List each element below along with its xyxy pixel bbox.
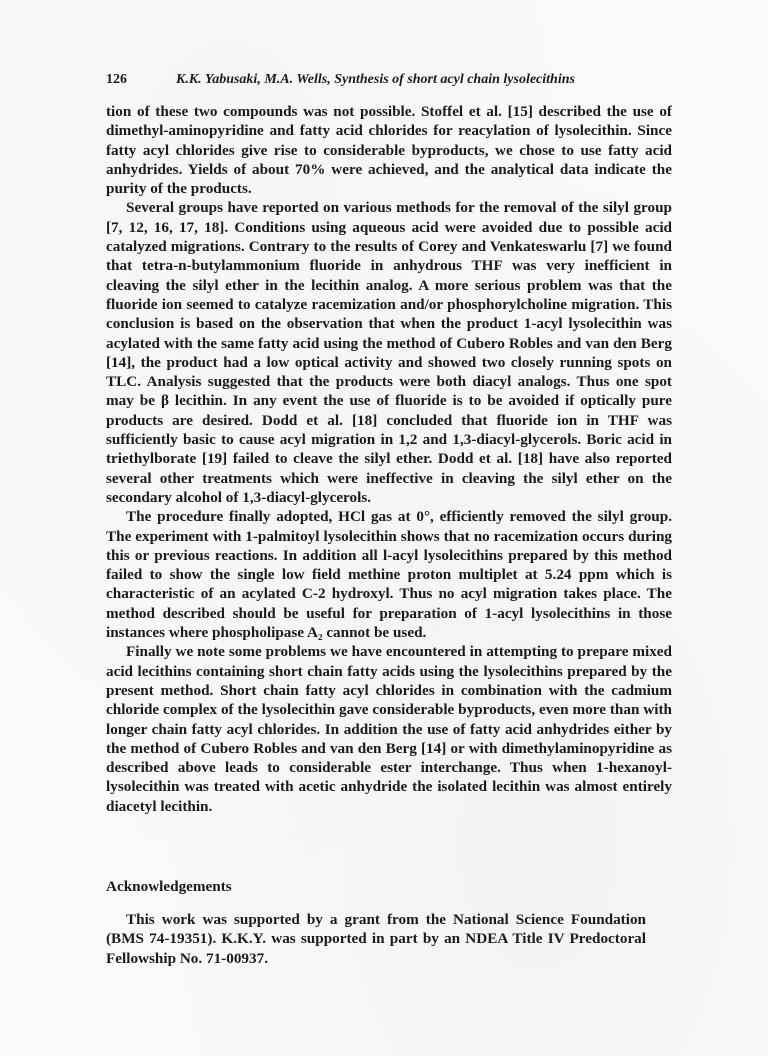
acknowledgements-section xyxy=(106,910,646,968)
acknowledgements-heading: Acknowledgements xyxy=(106,878,232,895)
paragraph-3: The procedure finally adopted, HCl gas at 0°, efficiently removed the silyl group. The experiment with 1-palmitoyl lysolecithin shows that no racemization occurs during this or previous reactions. In addition all l-acyl lysolecithins prepared by this method failed to show the single low field methine proton multiplet at 5.24 ppm which is characteristic of an acylated C-2 hydroxyl. Thus no acyl migration takes place. The method described should be useful for preparation of 1-acyl lysolecithins in those instances where phospholipase A₂ cannot be used. xyxy=(106,508,672,642)
page-number: 126 xyxy=(106,72,127,87)
paragraph-2: Several groups have reported on various methods for the removal of the silyl group [7, 12, 16, 17, 18]. Conditions using aqueous acid were avoided due to possible acid catalyzed migrations. Contrary to the results of Corey and Venkateswarlu [7] we found that tetra-n-butylammonium fluoride in anhydrous THF was very inefficient in cleaving the silyl ether in the lecithin analog. A more serious problem was that the fluoride ion seemed to catalyze racemization and/or phosphorylcholine migration. This conclusion is based on the observation that when the product 1-acyl lysolecithin was acylated with the same fatty acid using the method of Cubero Robles and van den Berg [14], the product had a low optical activity and showed two closely running spots on TLC. Analysis suggested that the products were both diacyl analogs. Thus one spot may be β lecithin. In any event the use of fluoride is to be avoided if optically pure products are desired. Dodd et al. [18] concluded that fluoride ion in THF was sufficiently basic to cause acyl migration in 1,2 and 1,3-diacyl-glycerols. Boric acid in triethylborate [19] failed to cleave the silyl ether. Dodd et al. [18] have also reported several other treatments which were ineffective in cleaving the silyl ether on the secondary alcohol of 1,3-diacyl-glycerols. xyxy=(106,199,672,506)
paragraph-4: Finally we note some problems we have encountered in attempting to prepare mixed acid lecithins containing short chain fatty acids using the lysolecithins prepared by the present method. Short chain fatty acyl chlorides in combination with the cadmium chloride complex of the lysolecithin gave considerable byproducts, even more than with longer chain fatty acyl chlorides. In addition the use of fatty acid anhydrides either by the method of Cubero Robles and van den Berg [14] or with dimethylaminopyridine as described above leads to considerable ester interchange. Thus when 1-hexanoyl-lysolecithin was treated with acetic anhydride the isolated lecithin was almost entirely diacetyl lecithin. xyxy=(106,643,672,815)
acknowledgements-text: This work was supported by a grant from the National Science Foundation (BMS 74-19351). K.K.Y. was supported in part by an NDEA Title IV Predoctoral Fellowship No. 71-00937. xyxy=(106,911,646,967)
body-text xyxy=(106,102,672,816)
paragraph-1: tion of these two compounds was not possible. Stoffel et al. [15] described the use of dimethyl-aminopyridine and fatty acid chlorides for reacylation of lysolecithin. Since fatty acyl chlorides give rise to considerable byproducts, we chose to use fatty acid anhydrides. Yields of about 70% were achieved, and the analytical data indicate the purity of the products. xyxy=(106,103,672,198)
page-header xyxy=(106,70,686,90)
running-head: K.K. Yabusaki, M.A. Wells, Synthesis of short acyl chain lysolecithins xyxy=(176,72,575,87)
